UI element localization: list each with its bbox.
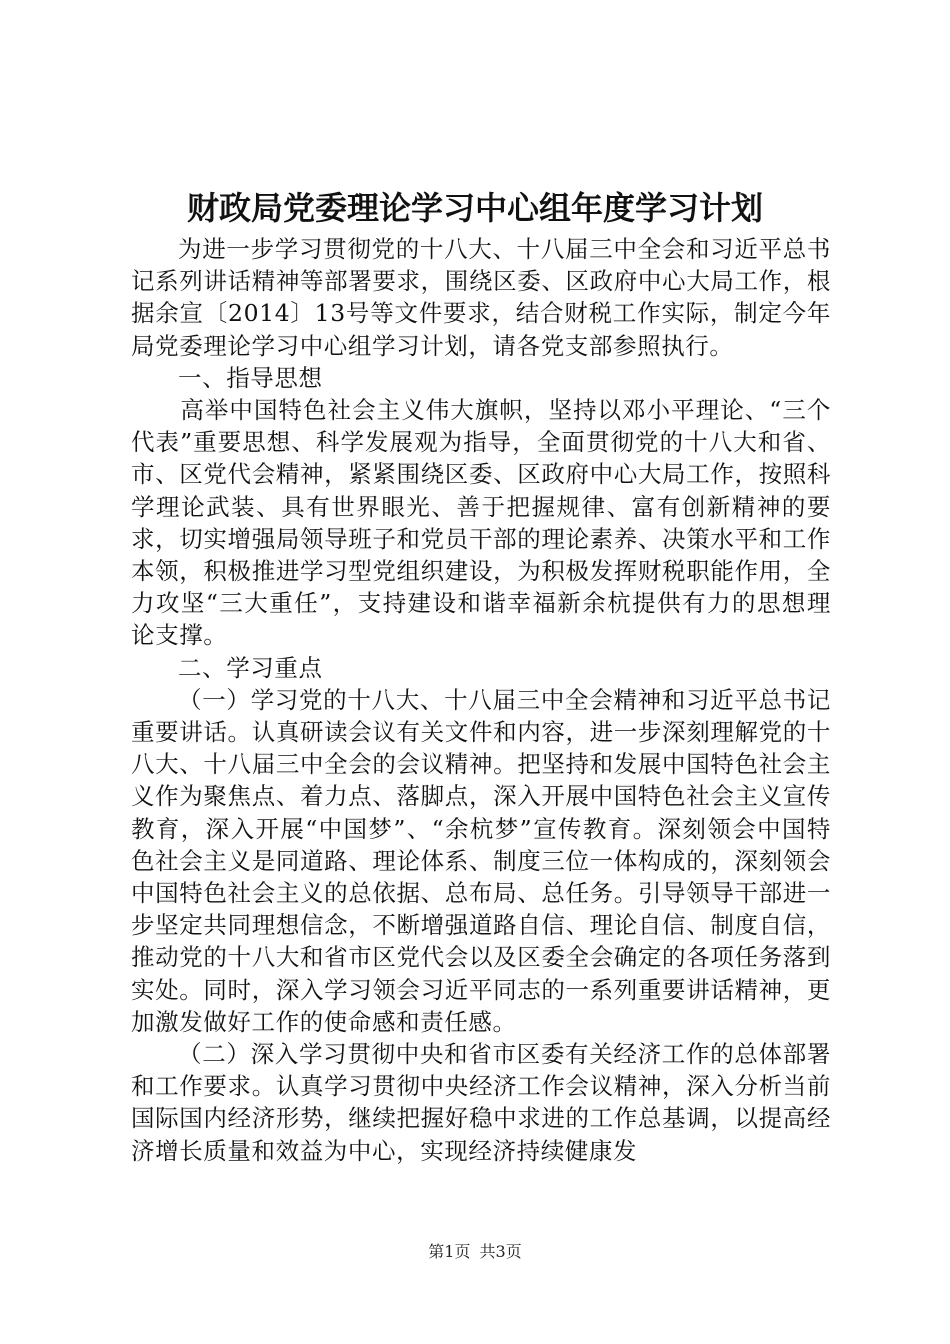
document-body	[131, 233, 831, 1167]
study-focus-item-1: （一）学习党的十八大、十八届三中全会精神和习近平总书记重要讲话。认真研读会议有关文件和内容，进一步深刻理解党的十八大、十八届三中全会的会议精神。把坚持和发展中国特色社会主义作为聚焦点、着力点、落脚点，深入开展中国特色社会主义宣传教育，深入开展“中国梦”、“余杭梦”宣传教育。深刻领会中国特色社会主义是同道路、理论体系、制度三位一体构成的，深刻领会中国特色社会主义的总依据、总布局、总任务。引导领导干部进一步坚定共同理想信念，不断增强道路自信、理论自信、制度自信，推动党的十八大和省市区党代会以及区委全会确定的各项任务落到实处。同时，深入学习领会习近平同志的一系列重要讲话精神，更加激发做好工作的使命感和责任感。	[131, 685, 831, 1036]
section-heading-guiding-ideology: 一、指导思想	[178, 363, 323, 392]
section-heading-study-focus: 二、学习重点	[178, 653, 323, 682]
intro-paragraph: 为进一步学习贯彻党的十八大、十八届三中全会和习近平总书记系列讲话精神等部署要求，围绕区委、区政府中心大局工作，根据余宣〔2014〕13号等文件要求，结合财税工作实际，制定今年局党委理论学习中心组学习计划，请各党支部参照执行。	[131, 235, 831, 360]
study-focus-item-2: （二）深入学习贯彻中央和省市区委有关经济工作的总体部署和工作要求。认真学习贯彻中央经济工作会议精神，深入分析当前国际国内经济形势，继续把握好稳中求进的工作总基调，以提高经济增长质量和效益为中心，实现经济持续健康发	[131, 1040, 831, 1165]
page-total: 共3页	[479, 1242, 522, 1261]
document-title: 财政局党委理论学习中心组年度学习计划	[186, 189, 763, 227]
page-footer	[0, 1241, 950, 1263]
section-paragraph-guiding-ideology: 高举中国特色社会主义伟大旗帜，坚持以邓小平理论、“三个代表”重要思想、科学发展观为指导，全面贯彻党的十八大和省、市、区党代会精神，紧紧围绕区委、区政府中心大局工作，按照科学理论武装、具有世界眼光、善于把握规律、富有创新精神的要求，切实增强局领导班子和党员干部的理论素养、决策水平和工作本领，积极推进学习型党组织建设，为积极发挥财税职能作用，全力攻坚“三大重任”，支持建设和谐幸福新余杭提供有力的思想理论支撑。	[131, 396, 831, 650]
page-number: 第1页	[428, 1242, 471, 1261]
